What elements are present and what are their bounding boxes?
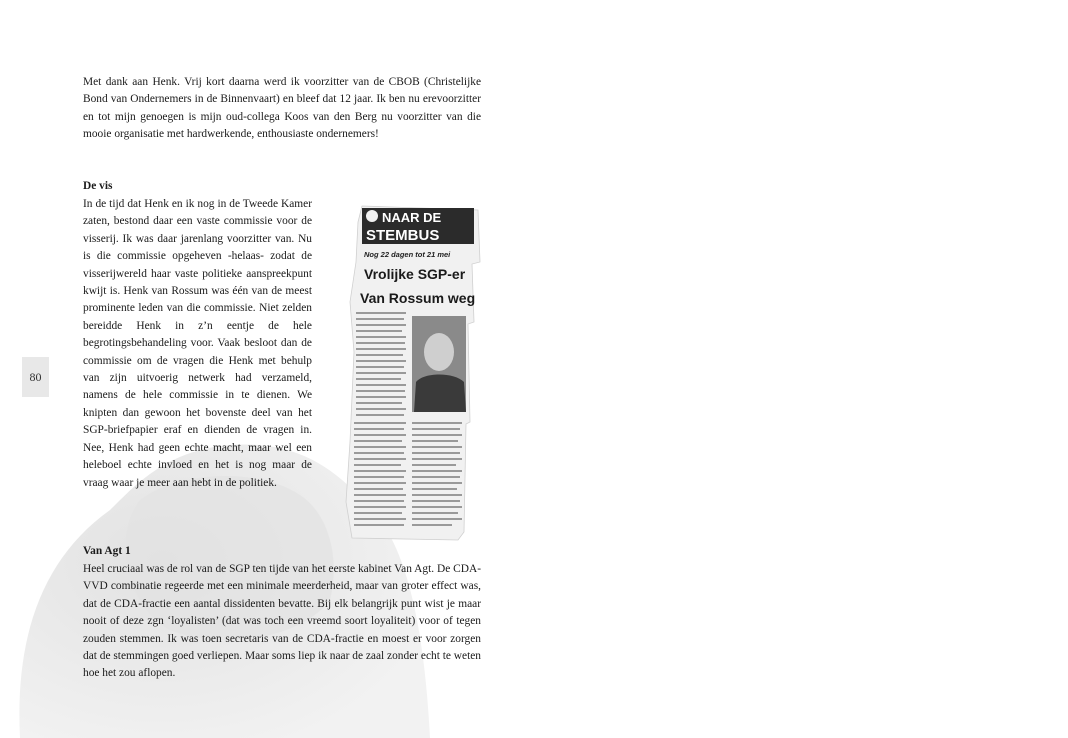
masthead-line2: STEMBUS xyxy=(366,227,440,244)
page-number: 80 xyxy=(22,357,49,397)
headline-line2: Van Rossum weg xyxy=(360,290,476,306)
intro-text: Met dank aan Henk. Vrij kort daarna werd ik voorzitter van de CBOB (Christelijke Bond van Ondernemers in de Binnenvaart) en bleef dat 12 jaar. Ik ben nu erevoorzitter en tot mijn genoegen is mijn oud-collega Koos van den Berg nu voorzitter van die mooie organisatie met hardwerkende, enthousiaste ondernemers! xyxy=(83,76,481,141)
de-vis-text: In de tijd dat Henk en ik nog in de Tweede Kamer zaten, bestond daar een vaste commissie voor de visserij. Ik was daar jarenlang voorzitter van. Nu is die commissie opgeheven -helaas- zodat de visserijwereld haar vaste politieke aanspreekpunt kwijt is. Henk van Rossum was één van de meest prominente leden van die commissie. Niet zelden bereidde Henk in z’n eentje de hele begrotingsbehandeling voor. Vaak besloot dan de commissie om de vragen die Henk met behulp van zijn uitvoerig netwerk had verzameld, namens de hele commissie in te dienen. We knipten dan gewoon het bovenste deel van het SGP-briefpapier eraf en dienden de vragen in. Nee, Henk had geen echte macht, maar wel een heleboel echte invloed en het is nog maar de vraag waar je meer aan hebt in de politiek. xyxy=(83,198,312,489)
van-agt-text: Heel cruciaal was de rol van de SGP ten tijde van het eerste kabinet Van Agt. De CDA-VVD combinatie regeerde met een minimale meerderheid, maar van groter effect was, dat de CDA-fractie een aantal dissidenten bevatte. Bij elk belangrijk punt wist je maar nooit of deze zgn ‘loyalisten’ (dat was toch een vreemd soort loyaliteit) voor of tegen zouden stemmen. Ik was toen secretaris van de CDA-fractie en moest er voor zorgen dat de stemmingen goed verliepen. Maar soms liep ik naar de zaal zonder echt te weten hoe het zou aflopen. xyxy=(83,563,481,680)
section-heading-van-agt: Van Agt 1 xyxy=(83,545,131,557)
section-heading-de-vis: De vis xyxy=(83,180,113,192)
countdown-line: Nog 22 dagen tot 21 mei xyxy=(364,250,451,259)
portrait-suit xyxy=(414,375,466,413)
ballot-box-icon xyxy=(366,210,378,222)
section-body-van-agt xyxy=(83,561,481,683)
portrait-face xyxy=(424,333,454,371)
intro-paragraph xyxy=(83,74,481,144)
section-body-de-vis xyxy=(83,196,312,492)
headline-line1: Vrolijke SGP-er xyxy=(364,266,466,282)
masthead-line1: NAAR DE xyxy=(382,210,442,225)
newspaper-clipping xyxy=(340,202,482,542)
